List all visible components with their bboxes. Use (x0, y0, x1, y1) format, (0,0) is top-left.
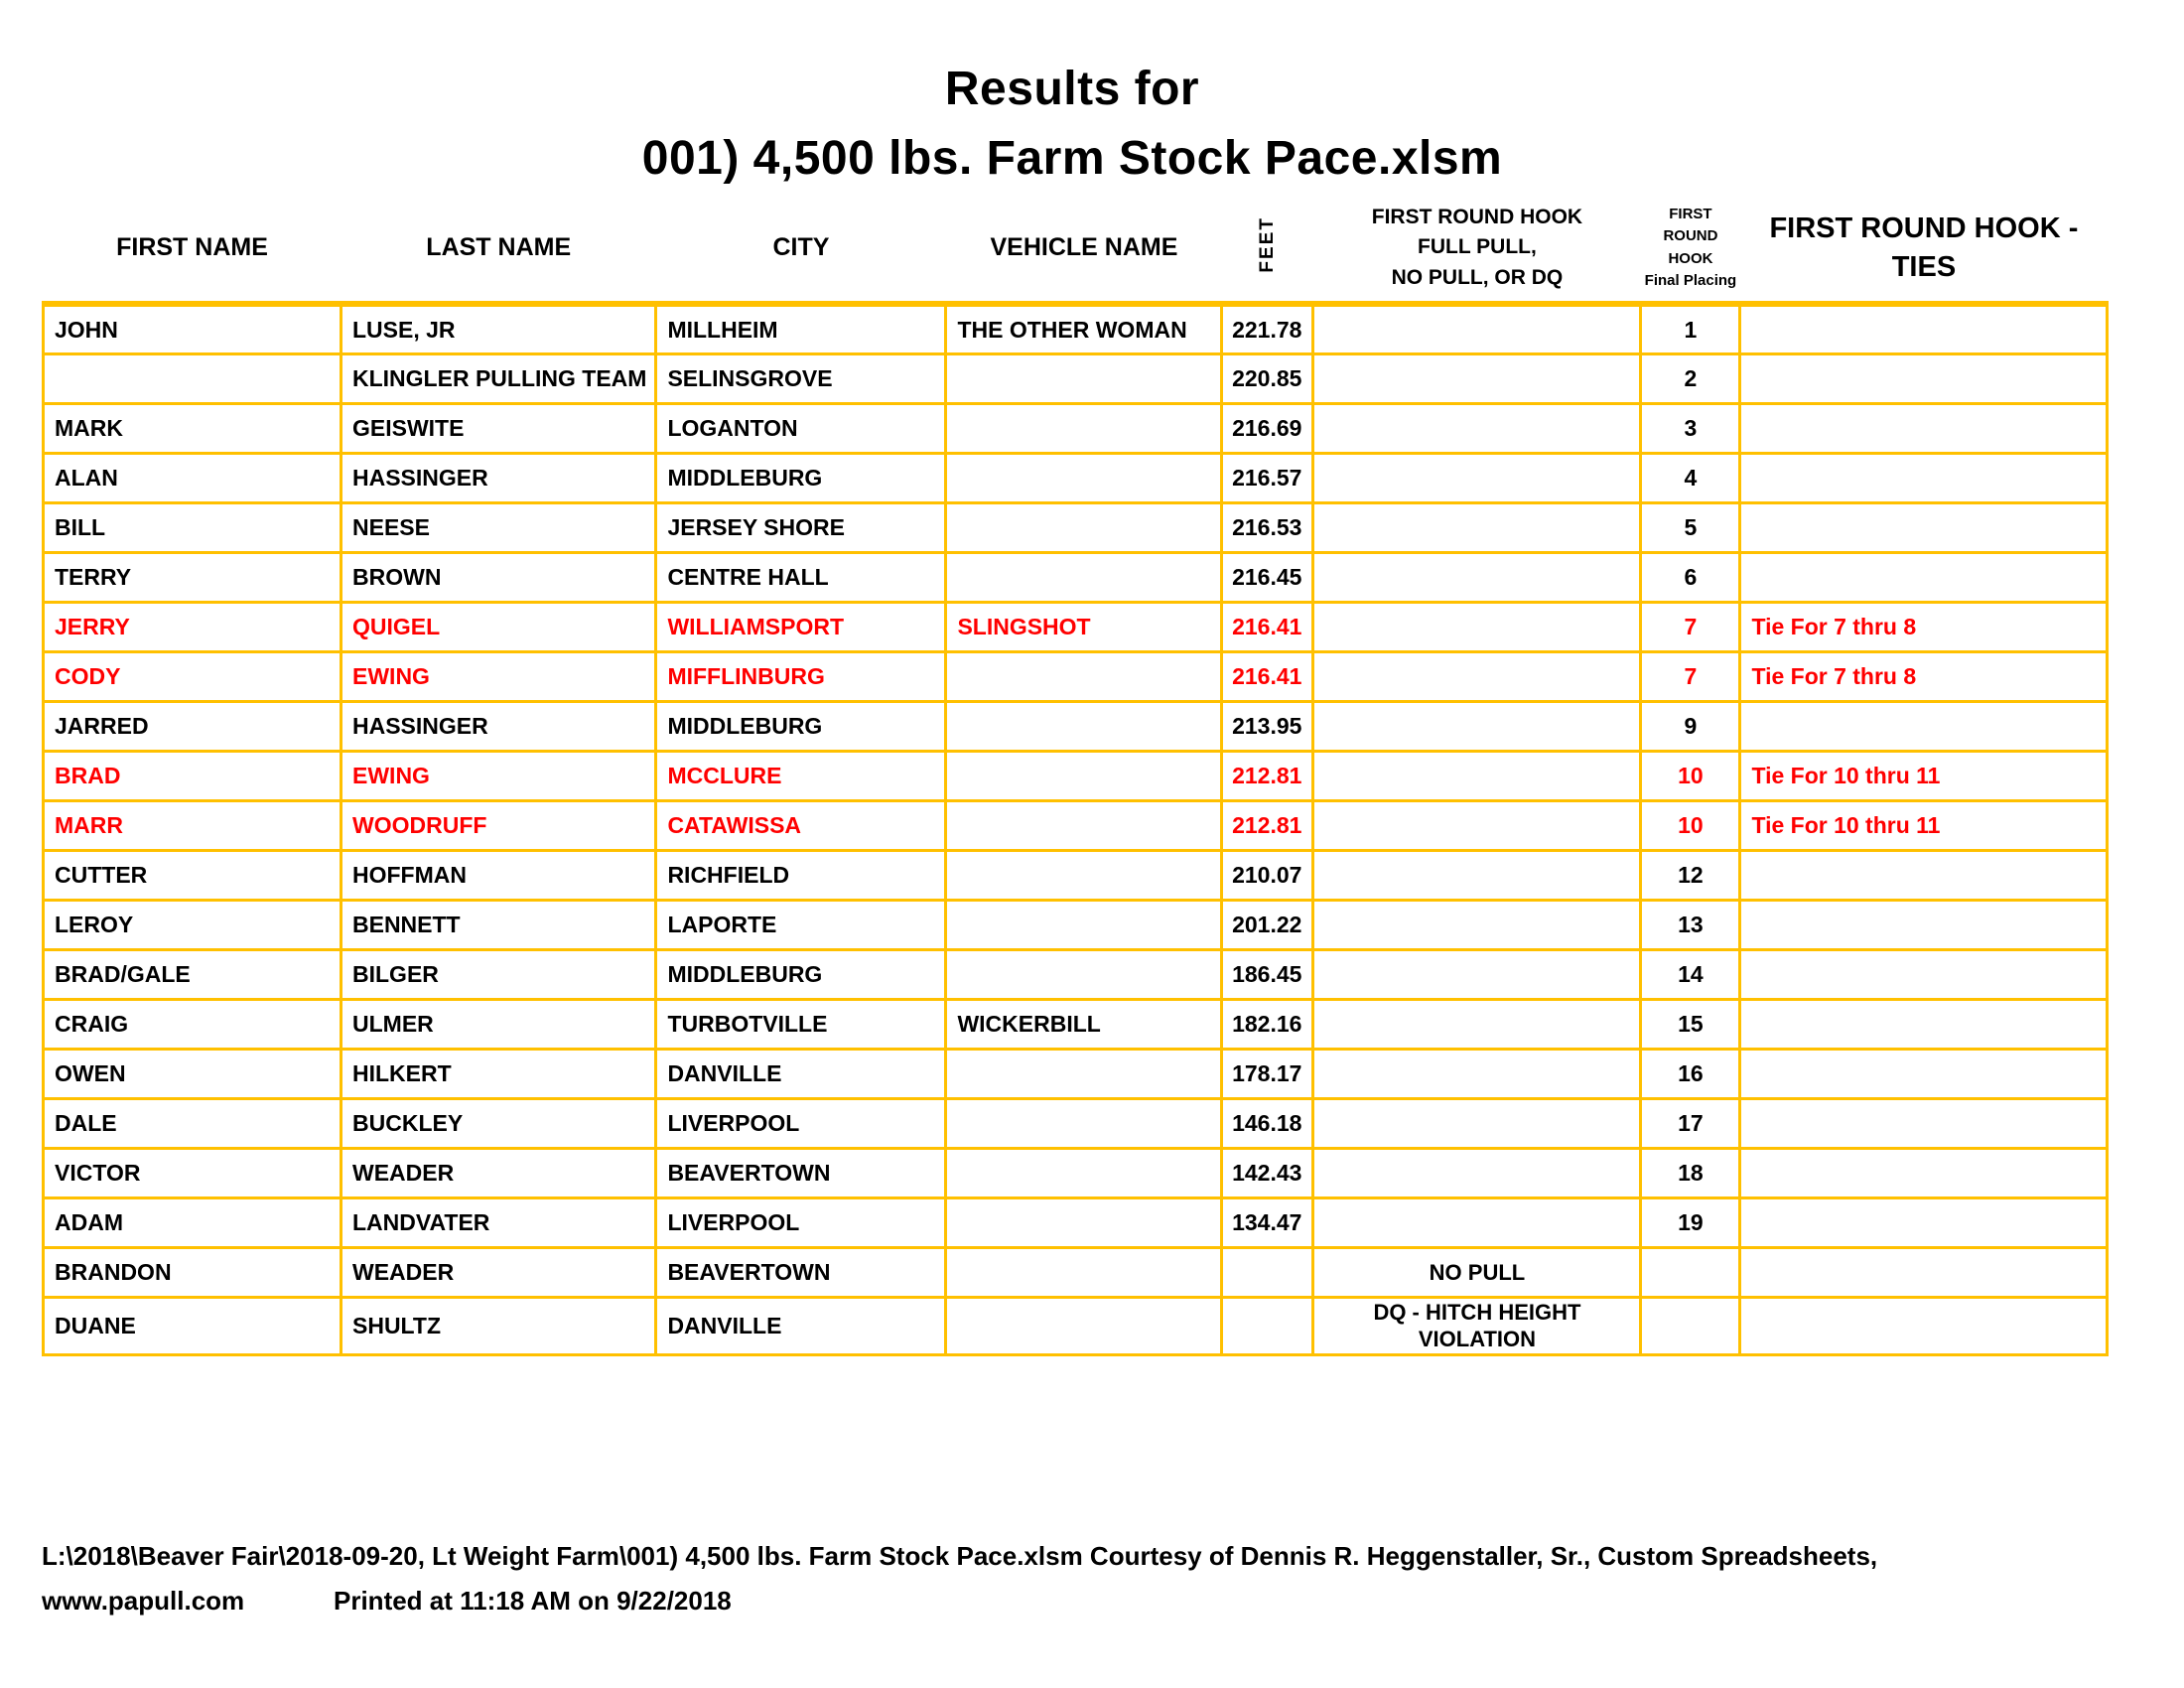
hook-placing-header-line3: Final Placing (1644, 272, 1737, 290)
results-table-header (44, 203, 2108, 304)
cell-vehicle-name (946, 701, 1222, 751)
cell-feet: 146.18 (1222, 1098, 1313, 1148)
cell-feet: 221.78 (1222, 304, 1313, 353)
hook-ties-header-line1: FIRST ROUND HOOK - (1769, 211, 2079, 244)
cell-hook-ties: Tie For 10 thru 11 (1740, 800, 2108, 850)
cell-city: TURBOTVILLE (656, 999, 946, 1049)
cell-last-name: WEADER (341, 1247, 656, 1297)
cell-vehicle-name (946, 949, 1222, 999)
cell-hook-placing: 4 (1641, 453, 1740, 502)
cell-vehicle-name: WICKERBILL (946, 999, 1222, 1049)
cell-hook-placing: 5 (1641, 502, 1740, 552)
cell-vehicle-name (946, 850, 1222, 900)
table-row (44, 701, 2108, 751)
page-title-line1: Results for (944, 63, 1200, 115)
cell-feet: 216.53 (1222, 502, 1313, 552)
cell-hook-placing: 6 (1641, 552, 1740, 602)
cell-city: MCCLURE (656, 751, 946, 800)
cell-vehicle-name (946, 651, 1222, 701)
table-row (44, 1197, 2108, 1247)
cell-feet: 213.95 (1222, 701, 1313, 751)
cell-hook-placing: 14 (1641, 949, 1740, 999)
cell-feet: 178.17 (1222, 1049, 1313, 1098)
cell-first-name: OWEN (44, 1049, 341, 1098)
cell-hook-ties (1740, 1247, 2108, 1297)
cell-last-name: HASSINGER (341, 701, 656, 751)
cell-last-name: BROWN (341, 552, 656, 602)
cell-hook-ties (1740, 999, 2108, 1049)
cell-vehicle-name (946, 1098, 1222, 1148)
hook-result-header-line1: FIRST ROUND HOOK (1371, 206, 1583, 228)
table-row (44, 403, 2108, 453)
cell-feet: 216.57 (1222, 453, 1313, 502)
cell-feet: 212.81 (1222, 751, 1313, 800)
cell-city: DANVILLE (656, 1049, 946, 1098)
cell-hook-placing: 13 (1641, 900, 1740, 949)
cell-hook-ties (1740, 949, 2108, 999)
cell-hook-ties (1740, 502, 2108, 552)
cell-hook-result: DQ - HITCH HEIGHT VIOLATION (1313, 1297, 1641, 1354)
cell-hook-placing: 7 (1641, 651, 1740, 701)
cell-hook-result (1313, 453, 1641, 502)
cell-first-name: DALE (44, 1098, 341, 1148)
column-header-hook-result (1313, 203, 1641, 304)
table-row (44, 1297, 2108, 1354)
cell-hook-result (1313, 502, 1641, 552)
cell-hook-ties (1740, 1148, 2108, 1197)
cell-first-name: ALAN (44, 453, 341, 502)
cell-hook-placing: 16 (1641, 1049, 1740, 1098)
cell-first-name: JERRY (44, 602, 341, 651)
cell-vehicle-name (946, 1247, 1222, 1297)
cell-hook-placing: 18 (1641, 1148, 1740, 1197)
table-row (44, 1247, 2108, 1297)
cell-hook-ties (1740, 453, 2108, 502)
cell-hook-result (1313, 602, 1641, 651)
footer-website: www.papull.com (42, 1586, 245, 1616)
column-header-city: CITY (772, 233, 830, 262)
cell-hook-placing: 15 (1641, 999, 1740, 1049)
cell-hook-placing: 9 (1641, 701, 1740, 751)
cell-city: LOGANTON (656, 403, 946, 453)
cell-hook-placing: 10 (1641, 751, 1740, 800)
cell-last-name: BUCKLEY (341, 1098, 656, 1148)
cell-first-name: BILL (44, 502, 341, 552)
cell-city: BEAVERTOWN (656, 1247, 946, 1297)
cell-vehicle-name (946, 502, 1222, 552)
cell-hook-placing: 2 (1641, 353, 1740, 403)
table-row (44, 453, 2108, 502)
table-row (44, 304, 2108, 353)
cell-city: DANVILLE (656, 1297, 946, 1354)
cell-feet: 142.43 (1222, 1148, 1313, 1197)
cell-hook-placing: 1 (1641, 304, 1740, 353)
cell-city: CATAWISSA (656, 800, 946, 850)
cell-first-name: CUTTER (44, 850, 341, 900)
hook-result-header-line2: FULL PULL, (1418, 235, 1537, 259)
cell-first-name: TERRY (44, 552, 341, 602)
cell-hook-result (1313, 999, 1641, 1049)
cell-last-name: NEESE (341, 502, 656, 552)
cell-first-name: MARK (44, 403, 341, 453)
cell-vehicle-name (946, 1049, 1222, 1098)
cell-last-name: WEADER (341, 1148, 656, 1197)
cell-hook-ties: Tie For 7 thru 8 (1740, 602, 2108, 651)
cell-feet: 201.22 (1222, 900, 1313, 949)
cell-hook-placing: 12 (1641, 850, 1740, 900)
cell-hook-result (1313, 353, 1641, 403)
table-row (44, 651, 2108, 701)
cell-feet (1222, 1247, 1313, 1297)
cell-city: SELINSGROVE (656, 353, 946, 403)
footer-printed-timestamp: Printed at 11:18 AM on 9/22/2018 (334, 1586, 732, 1616)
cell-hook-result (1313, 1049, 1641, 1098)
cell-hook-placing (1641, 1297, 1740, 1354)
cell-hook-result: NO PULL (1313, 1247, 1641, 1297)
cell-vehicle-name (946, 1148, 1222, 1197)
cell-last-name: LUSE, JR (341, 304, 656, 353)
cell-city: JERSEY SHORE (656, 502, 946, 552)
cell-last-name: EWING (341, 651, 656, 701)
footer-file-path: L:\2018\Beaver Fair\2018-09-20, Lt Weight Farm\001) 4,500 lbs. Farm Stock Pace.xlsm Courtesy of Dennis R. Heggenstaller, Sr., Custom Spreadsheets, (42, 1541, 1878, 1571)
cell-feet: 182.16 (1222, 999, 1313, 1049)
cell-first-name: JOHN (44, 304, 341, 353)
cell-hook-result (1313, 949, 1641, 999)
table-row (44, 1098, 2108, 1148)
cell-hook-ties (1740, 1098, 2108, 1148)
cell-hook-ties (1740, 403, 2108, 453)
hook-placing-header-line1: FIRST ROUND (1663, 205, 1718, 245)
hook-ties-header-line2: TIES (1891, 250, 1957, 283)
column-header-last-name: LAST NAME (426, 233, 572, 262)
cell-last-name: SHULTZ (341, 1297, 656, 1354)
page-title-line2: 001) 4,500 lbs. Farm Stock Pace.xlsm (641, 132, 1503, 185)
table-row (44, 850, 2108, 900)
column-header-feet (1222, 203, 1313, 304)
cell-first-name: BRAD (44, 751, 341, 800)
cell-city: LAPORTE (656, 900, 946, 949)
results-table-body (44, 304, 2108, 1354)
table-row (44, 999, 2108, 1049)
cell-city: BEAVERTOWN (656, 1148, 946, 1197)
table-row (44, 751, 2108, 800)
cell-last-name: WOODRUFF (341, 800, 656, 850)
cell-vehicle-name (946, 403, 1222, 453)
cell-hook-result (1313, 1098, 1641, 1148)
cell-hook-placing: 19 (1641, 1197, 1740, 1247)
cell-feet: 210.07 (1222, 850, 1313, 900)
cell-vehicle-name (946, 751, 1222, 800)
cell-city: MIDDLEBURG (656, 949, 946, 999)
cell-feet: 134.47 (1222, 1197, 1313, 1247)
cell-hook-placing: 3 (1641, 403, 1740, 453)
cell-feet: 212.81 (1222, 800, 1313, 850)
cell-vehicle-name (946, 800, 1222, 850)
cell-feet: 216.69 (1222, 403, 1313, 453)
cell-hook-ties (1740, 1197, 2108, 1247)
cell-last-name: KLINGLER PULLING TEAM (341, 353, 656, 403)
cell-last-name: BILGER (341, 949, 656, 999)
cell-hook-ties: Tie For 10 thru 11 (1740, 751, 2108, 800)
cell-vehicle-name: SLINGSHOT (946, 602, 1222, 651)
cell-hook-ties (1740, 701, 2108, 751)
cell-last-name: LANDVATER (341, 1197, 656, 1247)
table-row (44, 1049, 2108, 1098)
cell-hook-result (1313, 900, 1641, 949)
cell-hook-ties: Tie For 7 thru 8 (1740, 651, 2108, 701)
cell-city: LIVERPOOL (656, 1098, 946, 1148)
cell-hook-result (1313, 552, 1641, 602)
cell-feet: 216.41 (1222, 651, 1313, 701)
table-row (44, 552, 2108, 602)
table-row (44, 1148, 2108, 1197)
cell-first-name: CODY (44, 651, 341, 701)
cell-city: MIDDLEBURG (656, 453, 946, 502)
cell-hook-placing: 10 (1641, 800, 1740, 850)
cell-hook-result (1313, 800, 1641, 850)
table-row (44, 900, 2108, 949)
column-header-first-name: FIRST NAME (116, 233, 268, 262)
table-row (44, 353, 2108, 403)
cell-first-name: JARRED (44, 701, 341, 751)
cell-hook-ties (1740, 353, 2108, 403)
column-header-hook-ties (1740, 203, 2108, 304)
cell-feet: 216.41 (1222, 602, 1313, 651)
cell-last-name: EWING (341, 751, 656, 800)
cell-last-name: HILKERT (341, 1049, 656, 1098)
cell-hook-result (1313, 701, 1641, 751)
cell-hook-ties (1740, 552, 2108, 602)
table-row (44, 602, 2108, 651)
cell-hook-result (1313, 403, 1641, 453)
cell-hook-ties (1740, 850, 2108, 900)
cell-hook-result (1313, 1197, 1641, 1247)
cell-city: RICHFIELD (656, 850, 946, 900)
cell-city: LIVERPOOL (656, 1197, 946, 1247)
cell-vehicle-name (946, 900, 1222, 949)
cell-first-name: ADAM (44, 1197, 341, 1247)
cell-vehicle-name (946, 353, 1222, 403)
hook-placing-header-line2: HOOK (1668, 249, 1713, 267)
cell-last-name: HOFFMAN (341, 850, 656, 900)
table-row (44, 949, 2108, 999)
cell-hook-result (1313, 751, 1641, 800)
cell-city: MILLHEIM (656, 304, 946, 353)
cell-hook-placing: 17 (1641, 1098, 1740, 1148)
column-header-hook-placing (1641, 203, 1740, 304)
cell-hook-placing (1641, 1247, 1740, 1297)
cell-first-name: MARR (44, 800, 341, 850)
cell-vehicle-name (946, 1197, 1222, 1247)
cell-last-name: BENNETT (341, 900, 656, 949)
cell-last-name: GEISWITE (341, 403, 656, 453)
cell-feet: 220.85 (1222, 353, 1313, 403)
cell-city: MIDDLEBURG (656, 701, 946, 751)
cell-hook-result (1313, 850, 1641, 900)
cell-first-name: LEROY (44, 900, 341, 949)
cell-last-name: HASSINGER (341, 453, 656, 502)
cell-last-name: ULMER (341, 999, 656, 1049)
feet-vertical-label: FEET (1257, 216, 1279, 273)
cell-city: CENTRE HALL (656, 552, 946, 602)
hook-result-header-line3: NO PULL, OR DQ (1391, 265, 1564, 289)
cell-first-name: DUANE (44, 1297, 341, 1354)
cell-city: MIFFLINBURG (656, 651, 946, 701)
cell-vehicle-name (946, 453, 1222, 502)
cell-hook-result (1313, 651, 1641, 701)
cell-first-name (44, 353, 341, 403)
column-header-vehicle-name: VEHICLE NAME (990, 233, 1178, 262)
cell-first-name: BRANDON (44, 1247, 341, 1297)
table-row (44, 502, 2108, 552)
cell-hook-ties (1740, 1297, 2108, 1354)
cell-feet: 216.45 (1222, 552, 1313, 602)
cell-first-name: VICTOR (44, 1148, 341, 1197)
table-row (44, 800, 2108, 850)
cell-city: WILLIAMSPORT (656, 602, 946, 651)
cell-hook-placing: 7 (1641, 602, 1740, 651)
cell-vehicle-name: THE OTHER WOMAN (946, 304, 1222, 353)
cell-hook-ties (1740, 900, 2108, 949)
cell-hook-ties (1740, 304, 2108, 353)
cell-vehicle-name (946, 552, 1222, 602)
cell-feet (1222, 1297, 1313, 1354)
cell-first-name: CRAIG (44, 999, 341, 1049)
cell-hook-ties (1740, 1049, 2108, 1098)
cell-hook-result (1313, 304, 1641, 353)
cell-hook-result (1313, 1148, 1641, 1197)
cell-first-name: BRAD/GALE (44, 949, 341, 999)
cell-vehicle-name (946, 1297, 1222, 1354)
cell-last-name: QUIGEL (341, 602, 656, 651)
cell-feet: 186.45 (1222, 949, 1313, 999)
results-table (42, 203, 2109, 1356)
